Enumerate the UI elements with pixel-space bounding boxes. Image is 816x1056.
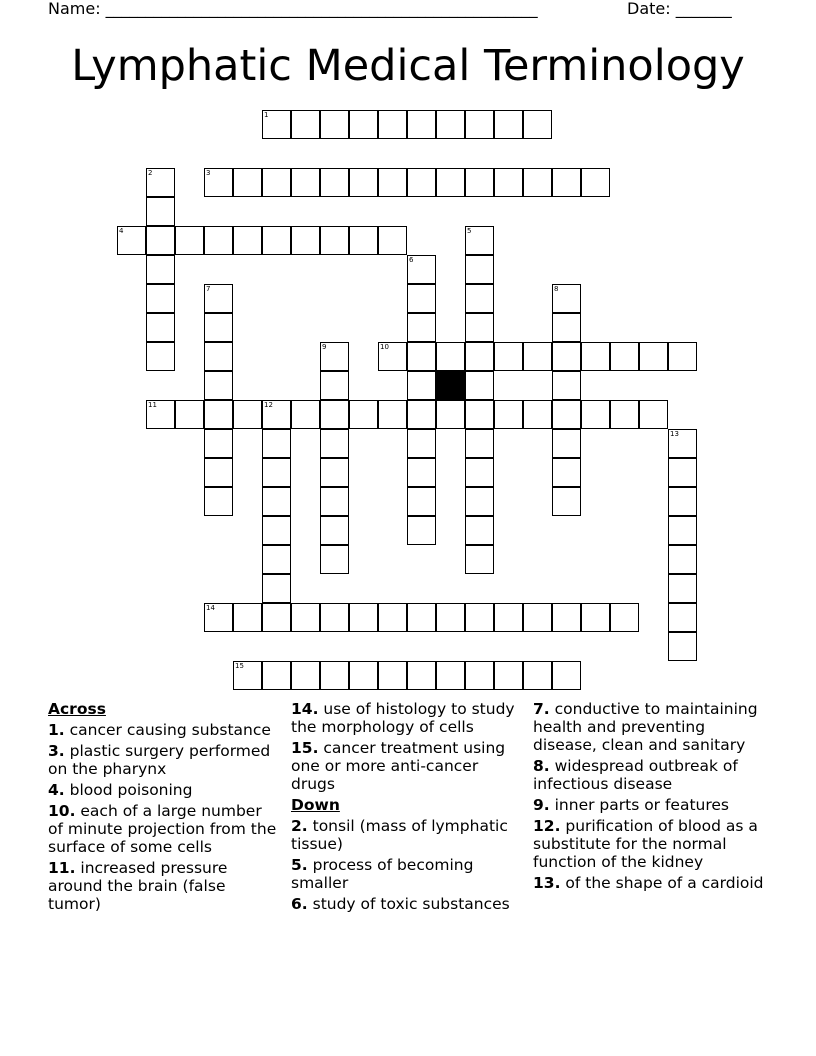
clue-down-8: 8. widespread outbreak of infectious disease: [533, 757, 738, 793]
clue-number: 12: [264, 401, 273, 409]
grid-cell[interactable]: [320, 400, 349, 429]
clues-column-1: [48, 700, 280, 916]
grid-cell[interactable]: [407, 400, 436, 429]
grid-cell[interactable]: [407, 603, 436, 632]
grid-cell[interactable]: [552, 429, 581, 458]
grid-cell[interactable]: [610, 342, 639, 371]
grid-cell[interactable]: [668, 574, 697, 603]
grid-cell[interactable]: [146, 226, 175, 255]
grid-cell[interactable]: [552, 458, 581, 487]
grid-cell[interactable]: [465, 516, 494, 545]
grid-cell[interactable]: [436, 168, 465, 197]
grid-cell[interactable]: [349, 603, 378, 632]
grid-cell[interactable]: [291, 226, 320, 255]
clue-down-9: 9. inner parts or features: [533, 796, 730, 814]
grid-cell[interactable]: [465, 226, 494, 255]
grid-cell[interactable]: [349, 168, 378, 197]
grid-cell[interactable]: [204, 226, 233, 255]
grid-cell[interactable]: [494, 661, 523, 690]
grid-cell[interactable]: [465, 342, 494, 371]
grid-cell[interactable]: [639, 400, 668, 429]
clue-across-15: 15. cancer treatment using one or more anti-cancer drugs: [291, 739, 506, 793]
grid-cell[interactable]: [407, 371, 436, 400]
grid-cell[interactable]: [581, 400, 610, 429]
grid-cell[interactable]: [146, 400, 175, 429]
grid-cell[interactable]: [552, 313, 581, 342]
grid-cell[interactable]: [436, 342, 465, 371]
grid-cell[interactable]: [320, 110, 349, 139]
grid-cell[interactable]: [349, 400, 378, 429]
grid-cell[interactable]: [233, 168, 262, 197]
grid-cell[interactable]: [262, 429, 291, 458]
grid-cell[interactable]: [523, 168, 552, 197]
clue-number: 7: [206, 285, 211, 293]
grid-cell[interactable]: [204, 400, 233, 429]
grid-cell[interactable]: [349, 226, 378, 255]
grid-cell[interactable]: [465, 429, 494, 458]
grid-cell[interactable]: [465, 661, 494, 690]
grid-cell[interactable]: [552, 371, 581, 400]
clue-across-4: 4. blood poisoning: [48, 781, 193, 799]
grid-cell[interactable]: [146, 168, 175, 197]
grid-cell[interactable]: [378, 661, 407, 690]
grid-cell[interactable]: [494, 342, 523, 371]
grid-cell[interactable]: [378, 400, 407, 429]
clue-number: 3: [206, 169, 211, 177]
grid-cell[interactable]: [320, 458, 349, 487]
grid-cell[interactable]: [407, 458, 436, 487]
grid-cell[interactable]: [291, 603, 320, 632]
clue-across-10: 10. each of a large number of minute projection from the surface of some cells: [48, 802, 277, 856]
grid-cell[interactable]: [552, 284, 581, 313]
grid-cell[interactable]: [494, 603, 523, 632]
grid-cell[interactable]: [668, 545, 697, 574]
grid-cell[interactable]: [262, 661, 291, 690]
grid-cell[interactable]: [523, 110, 552, 139]
grid-cell[interactable]: [320, 516, 349, 545]
grid-cell[interactable]: [407, 110, 436, 139]
page-title: Lymphatic Medical Terminology: [71, 41, 745, 91]
clue-down-12: 12. purification of blood as a substitute for the normal function of the kidney: [533, 817, 758, 871]
grid-cell[interactable]: [436, 661, 465, 690]
grid-cell[interactable]: [465, 110, 494, 139]
grid-cell[interactable]: [262, 487, 291, 516]
grid-cell[interactable]: [523, 603, 552, 632]
across-heading: Across: [48, 700, 106, 718]
grid-cell[interactable]: [320, 661, 349, 690]
clue-number: 10: [380, 343, 389, 351]
grid-cell[interactable]: [465, 458, 494, 487]
grid-cell[interactable]: [204, 284, 233, 313]
grid-cell[interactable]: [610, 603, 639, 632]
grid-cell[interactable]: [378, 603, 407, 632]
grid-cell[interactable]: [262, 168, 291, 197]
grid-cell[interactable]: [146, 197, 175, 226]
grid-cell[interactable]: [639, 342, 668, 371]
grid-cell[interactable]: [523, 661, 552, 690]
grid-cell[interactable]: [146, 313, 175, 342]
clue-across-11: 11. increased pressure around the brain (false tumor): [48, 859, 228, 913]
grid-cell[interactable]: [291, 661, 320, 690]
grid-cell[interactable]: [465, 371, 494, 400]
clue-across-1: 1. cancer causing substance: [48, 721, 271, 739]
grid-cell[interactable]: [146, 342, 175, 371]
grid-cell[interactable]: [204, 371, 233, 400]
grid-cell[interactable]: [668, 603, 697, 632]
grid-cell[interactable]: [407, 516, 436, 545]
grid-cell[interactable]: [204, 603, 233, 632]
grid-cell[interactable]: [465, 400, 494, 429]
grid-cell[interactable]: [378, 110, 407, 139]
grid-cell[interactable]: [204, 458, 233, 487]
grid-cell[interactable]: [320, 342, 349, 371]
grid-cell[interactable]: [204, 429, 233, 458]
grid-cell[interactable]: [465, 313, 494, 342]
grid-cell[interactable]: [552, 400, 581, 429]
grid-cell[interactable]: [581, 168, 610, 197]
grid-cell[interactable]: [349, 661, 378, 690]
grid-cell[interactable]: [175, 226, 204, 255]
grid-cell[interactable]: [146, 255, 175, 284]
grid-cell[interactable]: [204, 342, 233, 371]
grid-cell[interactable]: [668, 342, 697, 371]
black-square: [436, 371, 465, 400]
grid-cell[interactable]: [320, 429, 349, 458]
grid-cell[interactable]: [668, 458, 697, 487]
grid-cell[interactable]: [668, 429, 697, 458]
grid-cell[interactable]: [262, 545, 291, 574]
grid-cell[interactable]: [552, 168, 581, 197]
grid-cell[interactable]: [262, 458, 291, 487]
grid-cell[interactable]: [320, 226, 349, 255]
clue-down-7: 7. conductive to maintaining health and preventing disease, clean and sanitary: [533, 700, 758, 754]
grid-cell[interactable]: [407, 255, 436, 284]
grid-cell[interactable]: [552, 487, 581, 516]
grid-cell[interactable]: [436, 400, 465, 429]
grid-cell[interactable]: [668, 632, 697, 661]
grid-cell[interactable]: [320, 545, 349, 574]
grid-cell[interactable]: [204, 487, 233, 516]
clue-number: 13: [670, 430, 679, 438]
grid-cell[interactable]: [465, 545, 494, 574]
grid-cell[interactable]: [291, 168, 320, 197]
grid-cell[interactable]: [436, 603, 465, 632]
grid-cell[interactable]: [465, 603, 494, 632]
grid-cell[interactable]: [262, 516, 291, 545]
grid-cell[interactable]: [320, 487, 349, 516]
grid-cell[interactable]: [610, 400, 639, 429]
clue-across-3: 3. plastic surgery performed on the pharynx: [48, 742, 271, 778]
grid-cell[interactable]: [552, 342, 581, 371]
clue-down-5: 5. process of becoming smaller: [291, 856, 474, 892]
grid-cell[interactable]: [523, 342, 552, 371]
grid-cell[interactable]: [262, 400, 291, 429]
grid-cell[interactable]: [175, 400, 204, 429]
grid-cell[interactable]: [146, 284, 175, 313]
grid-cell[interactable]: [378, 342, 407, 371]
grid-cell[interactable]: [204, 313, 233, 342]
date-field-label: Date: _______: [627, 0, 732, 18]
grid-cell[interactable]: [552, 661, 581, 690]
clue-across-14: 14. use of histology to study the morphology of cells: [291, 700, 515, 736]
grid-cell[interactable]: [233, 603, 262, 632]
grid-cell[interactable]: [465, 168, 494, 197]
grid-cell[interactable]: [320, 371, 349, 400]
grid-cell[interactable]: [494, 110, 523, 139]
grid-cell[interactable]: [291, 400, 320, 429]
grid-cell[interactable]: [117, 226, 146, 255]
grid-cell[interactable]: [668, 516, 697, 545]
grid-cell[interactable]: [668, 487, 697, 516]
grid-cell[interactable]: [407, 284, 436, 313]
grid-cell[interactable]: [320, 603, 349, 632]
grid-cell[interactable]: [378, 168, 407, 197]
clue-number: 15: [235, 662, 244, 670]
grid-cell[interactable]: [291, 110, 320, 139]
clue-number: 11: [148, 401, 157, 409]
clue-number: 2: [148, 169, 153, 177]
clue-down-13: 13. of the shape of a cardioid: [533, 874, 764, 892]
grid-cell[interactable]: [465, 284, 494, 313]
grid-cell[interactable]: [262, 226, 291, 255]
grid-cell[interactable]: [233, 661, 262, 690]
grid-cell[interactable]: [436, 110, 465, 139]
clue-down-6: 6. study of toxic substances: [291, 895, 510, 913]
grid-cell[interactable]: [262, 110, 291, 139]
grid-cell[interactable]: [494, 168, 523, 197]
grid-cell[interactable]: [581, 342, 610, 371]
grid-cell[interactable]: [581, 603, 610, 632]
down-heading: Down: [291, 796, 340, 814]
grid-cell[interactable]: [494, 400, 523, 429]
grid-cell[interactable]: [262, 603, 291, 632]
clue-number: 9: [322, 343, 327, 351]
clue-number: 1: [264, 111, 269, 119]
grid-cell[interactable]: [407, 661, 436, 690]
clue-down-2: 2. tonsil (mass of lymphatic tissue): [291, 817, 508, 853]
grid-cell[interactable]: [407, 342, 436, 371]
grid-cell[interactable]: [233, 226, 262, 255]
grid-cell[interactable]: [262, 574, 291, 603]
clue-number: 8: [554, 285, 559, 293]
grid-cell[interactable]: [233, 400, 262, 429]
clue-number: 5: [467, 227, 472, 235]
grid-cell[interactable]: [407, 429, 436, 458]
grid-cell[interactable]: [407, 313, 436, 342]
clues-column-2: [291, 700, 523, 916]
clue-number: 4: [119, 227, 124, 235]
name-field-label: Name: ______________________________________________________: [48, 0, 538, 18]
grid-cell[interactable]: [204, 168, 233, 197]
grid-cell[interactable]: [320, 168, 349, 197]
clues-column-3: [533, 700, 768, 895]
grid-cell[interactable]: [465, 487, 494, 516]
grid-cell[interactable]: [349, 110, 378, 139]
grid-cell[interactable]: [552, 603, 581, 632]
grid-cell[interactable]: [465, 255, 494, 284]
grid-cell[interactable]: [407, 168, 436, 197]
clue-number: 6: [409, 256, 414, 264]
grid-cell[interactable]: [407, 487, 436, 516]
clue-number: 14: [206, 604, 215, 612]
grid-cell[interactable]: [378, 226, 407, 255]
grid-cell[interactable]: [523, 400, 552, 429]
